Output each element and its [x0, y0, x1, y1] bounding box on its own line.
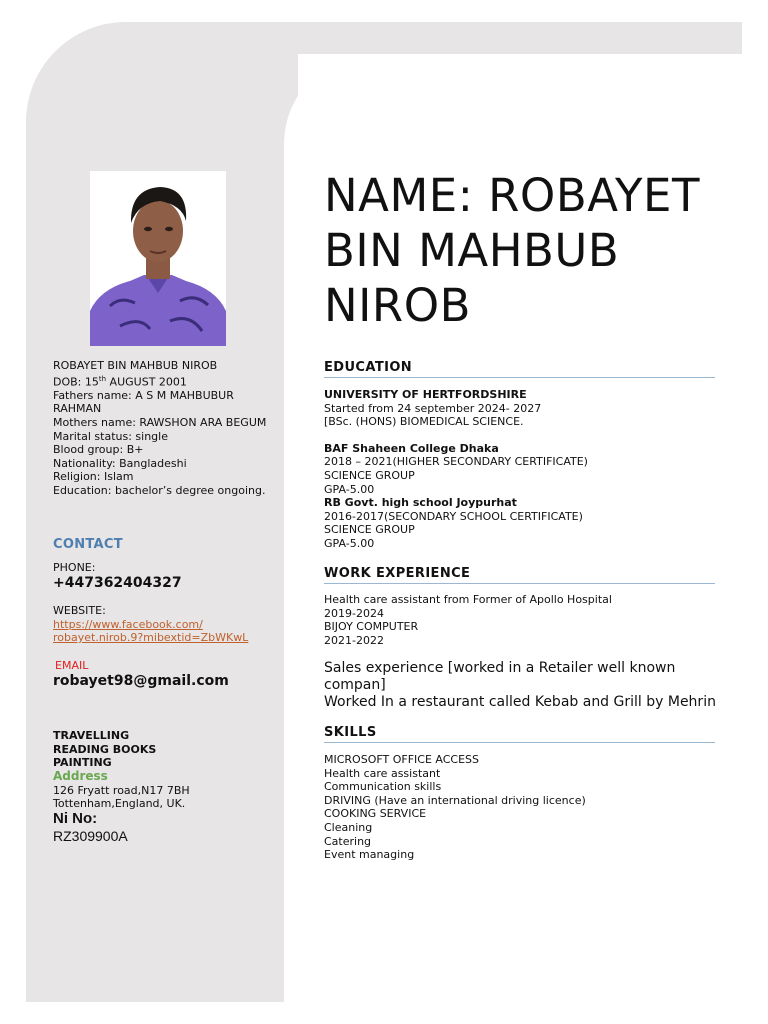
skill-item: Communication skills	[324, 780, 442, 794]
profile-blood: Blood group: B+	[53, 443, 144, 457]
address-line1: 126 Fryatt road,N17 7BH	[53, 783, 190, 797]
sales-experience: Sales experience [worked in a Retailer well known compan]	[324, 660, 676, 693]
hobby-item: READING BOOKS	[53, 742, 157, 756]
college-line: GPA-5.00	[324, 482, 375, 496]
restaurant-experience: Worked In a restaurant called Kebab and Grill by Mehrin	[324, 694, 716, 710]
uni-line: Started from 24 september 2024- 2027	[324, 401, 542, 415]
profile-nationality: Nationality: Bangladeshi	[53, 456, 187, 470]
education-section	[324, 388, 716, 551]
ni-block	[53, 810, 278, 844]
profile-details	[53, 359, 278, 498]
college-line: SCIENCE GROUP	[324, 468, 415, 482]
website-block	[53, 604, 278, 645]
work-line: BIJOY COMPUTER	[324, 620, 419, 634]
education-heading: EDUCATION	[324, 360, 715, 378]
contact-block	[53, 561, 278, 592]
skill-item: Event managing	[324, 848, 415, 862]
skill-item: COOKING SERVICE	[324, 807, 427, 821]
email-address[interactable]: robayet98@gmail.com	[53, 672, 229, 689]
ni-label: Ni No:	[53, 810, 98, 827]
contact-heading: CONTACT	[53, 537, 123, 552]
school-name: RB Govt. high school Joypurhat	[324, 496, 517, 510]
skill-item: Health care assistant	[324, 766, 441, 780]
profile-photo	[90, 171, 226, 346]
website-link-line2[interactable]: robayet.nirob.9?mibextid=ZbWKwL	[53, 631, 249, 645]
hobby-item: TRAVELLING	[53, 729, 130, 742]
profile-marital: Marital status: single	[53, 429, 168, 443]
address-block	[53, 770, 278, 811]
school-line: GPA-5.00	[324, 536, 375, 550]
dob-prefix: DOB: 15	[53, 375, 99, 389]
skill-item: MICROSOFT OFFICE ACCESS	[324, 753, 479, 766]
hobby-item: PAINTING	[53, 756, 112, 770]
address-line2: Tottenham,England, UK.	[53, 797, 186, 811]
phone-number[interactable]: +447362404327	[53, 574, 182, 591]
uni-line: [BSc. (HONS) BIOMEDICAL SCIENCE.	[324, 415, 524, 429]
sidebar-panel	[26, 22, 298, 1002]
website-link-line1[interactable]: https://www.facebook.com/	[53, 617, 203, 631]
hobbies-list	[53, 729, 278, 770]
college-line: 2018 – 2021(HIGHER SECONDARY CERTIFICATE)	[324, 455, 588, 469]
skill-item: DRIVING (Have an international driving licence)	[324, 793, 586, 807]
work-heading: WORK EXPERIENCE	[324, 566, 715, 584]
skills-list	[324, 753, 716, 862]
profile-mother: Mothers name: RAWSHON ARA BEGUM	[53, 416, 267, 430]
skill-item: Catering	[324, 834, 372, 848]
dob-sup: th	[98, 374, 107, 383]
uni-name: UNIVERSITY OF HERTFORDSHIRE	[324, 388, 527, 401]
title-line1: NAME: ROBAYET	[324, 169, 700, 222]
title-line2: BIN MAHBUB	[324, 224, 620, 277]
work-line: Health care assistant from Former of Apollo Hospital	[324, 593, 612, 606]
ni-value: RZ309900A	[53, 828, 128, 844]
email-label: EMAIL	[55, 659, 89, 672]
website-label: WEBSITE:	[53, 604, 106, 617]
school-line: SCIENCE GROUP	[324, 523, 415, 537]
work-line: 2019-2024	[324, 606, 384, 620]
work-section	[324, 593, 716, 647]
profile-name: ROBAYET BIN MAHBUB NIROB	[53, 359, 218, 372]
email-block	[53, 659, 278, 690]
person-photo-icon	[90, 171, 226, 346]
college-name: BAF Shaheen College Dhaka	[324, 441, 499, 455]
title-line3: NIROB	[324, 279, 471, 332]
page-title	[324, 168, 744, 333]
school-line: 2016-2017(SECONDARY SCHOOL CERTIFICATE)	[324, 509, 583, 523]
profile-education: Education: bachelor’s degree ongoing.	[53, 484, 266, 497]
profile-dob	[53, 373, 278, 389]
dob-suffix: AUGUST 2001	[106, 375, 187, 389]
profile-father: Fathers name: A S M MAHBUBUR RAHMAN	[53, 388, 234, 416]
phone-label: PHONE:	[53, 561, 96, 574]
skills-heading: SKILLS	[324, 725, 715, 743]
profile-religion: Religion: Islam	[53, 470, 134, 484]
work-line: 2021-2022	[324, 633, 384, 647]
skill-item: Cleaning	[324, 820, 373, 834]
address-label: Address	[53, 769, 108, 783]
work-extra	[324, 660, 719, 711]
